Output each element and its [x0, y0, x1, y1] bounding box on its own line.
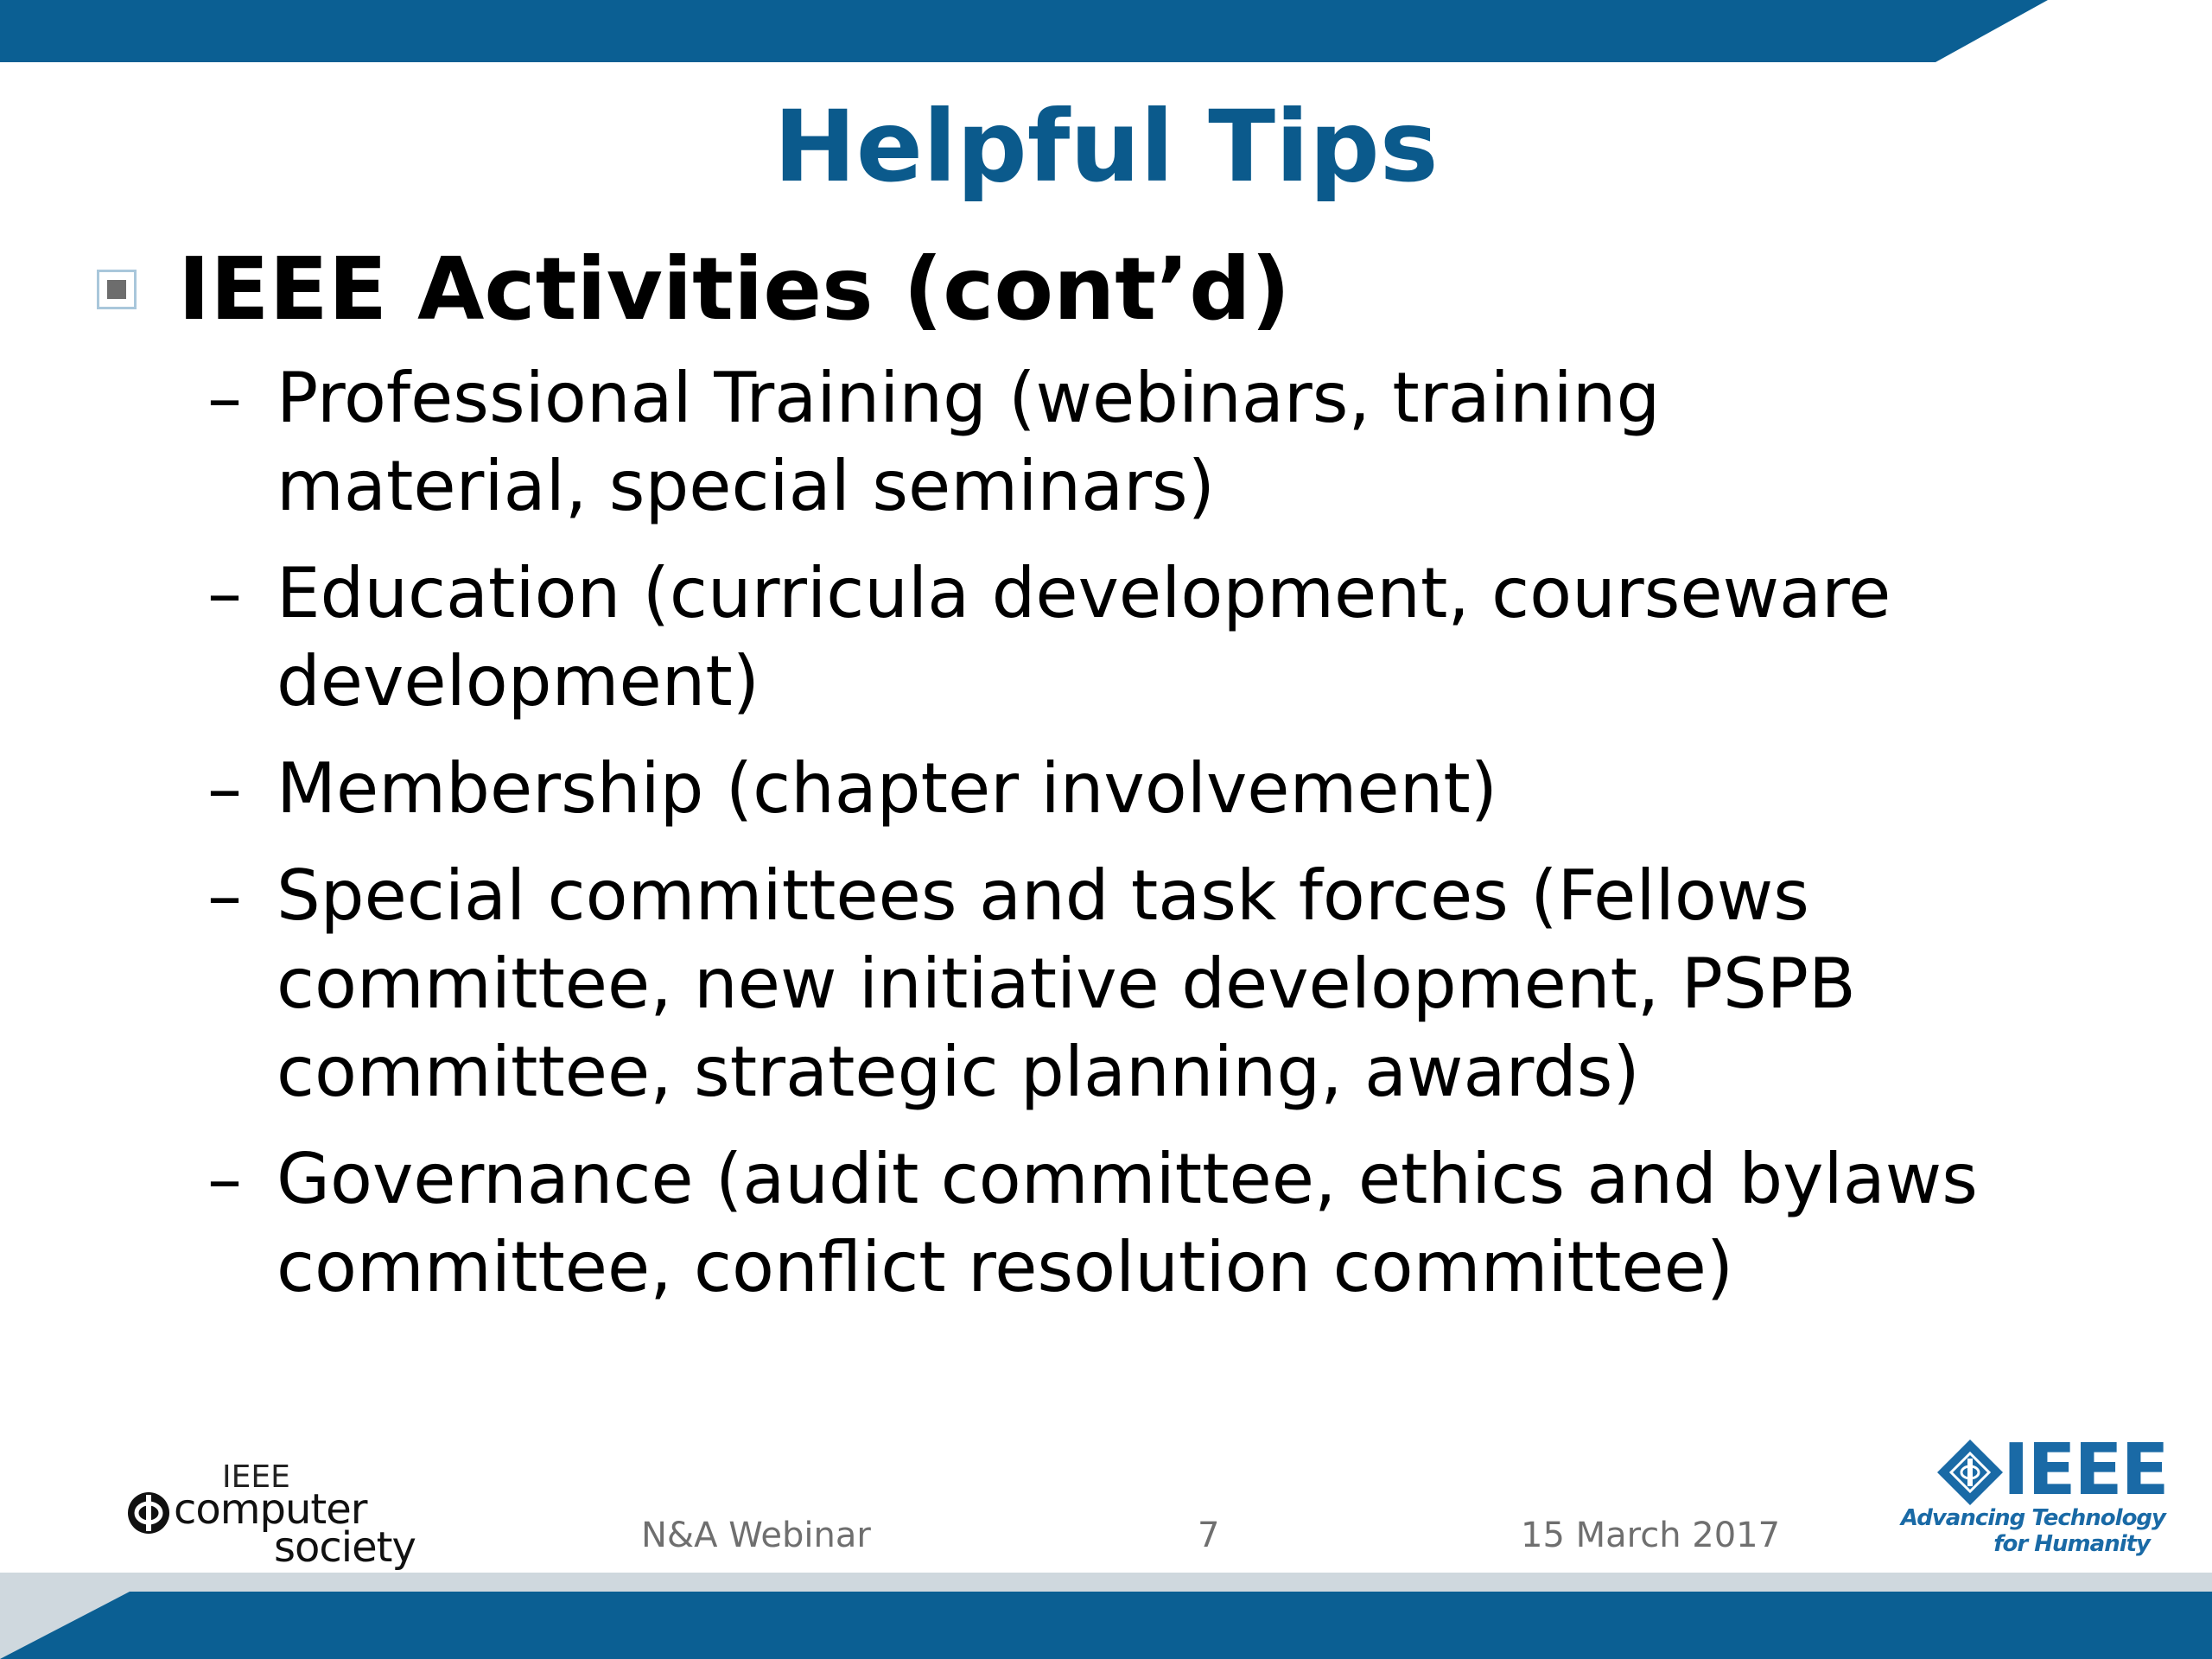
sub-bullet-list: [207, 354, 2143, 1331]
footer-page-number: 7: [1198, 1516, 1220, 1555]
dash-bullet-icon: –: [207, 748, 242, 829]
sub-bullet-text: [276, 550, 1891, 726]
cs-logo-ieee-text: IEEE: [222, 1459, 290, 1495]
ieee-wordmark: IEEE: [2003, 1429, 2168, 1511]
sub-bullet-line: development): [276, 641, 760, 721]
sub-bullet-item: [207, 354, 2143, 531]
slide-title: Helpful Tips: [773, 89, 1439, 204]
sub-bullet-item: [207, 550, 2143, 726]
sub-bullet-line: Governance (audit committee, ethics and bylaws: [276, 1139, 1978, 1219]
sub-bullet-item: [207, 852, 2143, 1116]
ieee-logo: [1900, 1429, 2168, 1559]
ieee-tagline-line-1: Advancing Technology: [1900, 1505, 2165, 1531]
sub-bullet-text: [276, 745, 1497, 833]
dash-bullet-icon: –: [207, 1139, 242, 1219]
square-bullet-icon: [97, 270, 137, 309]
sub-bullet-item: [207, 1135, 2143, 1312]
footer-date: 15 March 2017: [1521, 1516, 1781, 1555]
ieee-tagline-line-2: for Humanity: [1993, 1531, 2150, 1557]
sub-bullet-line: committee, conflict resolution committee): [276, 1227, 1734, 1307]
sub-bullet-text: [276, 852, 1856, 1116]
sub-bullet-text: [276, 1135, 1978, 1312]
sub-bullet-text: [276, 354, 1660, 531]
sub-bullet-line: committee, strategic planning, awards): [276, 1032, 1640, 1112]
sub-bullet-line: material, special seminars): [276, 446, 1215, 526]
dash-bullet-icon: –: [207, 855, 242, 936]
cs-logo-society-text: society: [274, 1523, 416, 1572]
cs-logo-computer-text: computer: [174, 1485, 367, 1534]
level1-bullet-row: [97, 233, 1290, 346]
sub-bullet-line: Special committees and task forces (Fellows: [276, 855, 1809, 936]
dash-bullet-icon: –: [207, 358, 242, 438]
sub-bullet-line: Education (curricula development, courseware: [276, 553, 1891, 633]
footer-event-name: N&A Webinar: [641, 1516, 871, 1555]
sub-bullet-line: Professional Training (webinars, training: [276, 358, 1661, 438]
phi-icon: [125, 1490, 172, 1536]
top-header-band: [0, 0, 2212, 69]
ieee-diamond-icon: [1936, 1438, 2005, 1507]
level1-heading: IEEE Activities (cont’d): [178, 238, 1291, 340]
sub-bullet-line: Membership (chapter involvement): [276, 748, 1497, 829]
dash-bullet-icon: –: [207, 553, 242, 633]
computer-society-logo: [125, 1460, 419, 1573]
sub-bullet-item: [207, 745, 2143, 833]
bottom-footer-band: [0, 1573, 2212, 1659]
sub-bullet-line: committee, new initiative development, PSPB: [276, 944, 1856, 1024]
